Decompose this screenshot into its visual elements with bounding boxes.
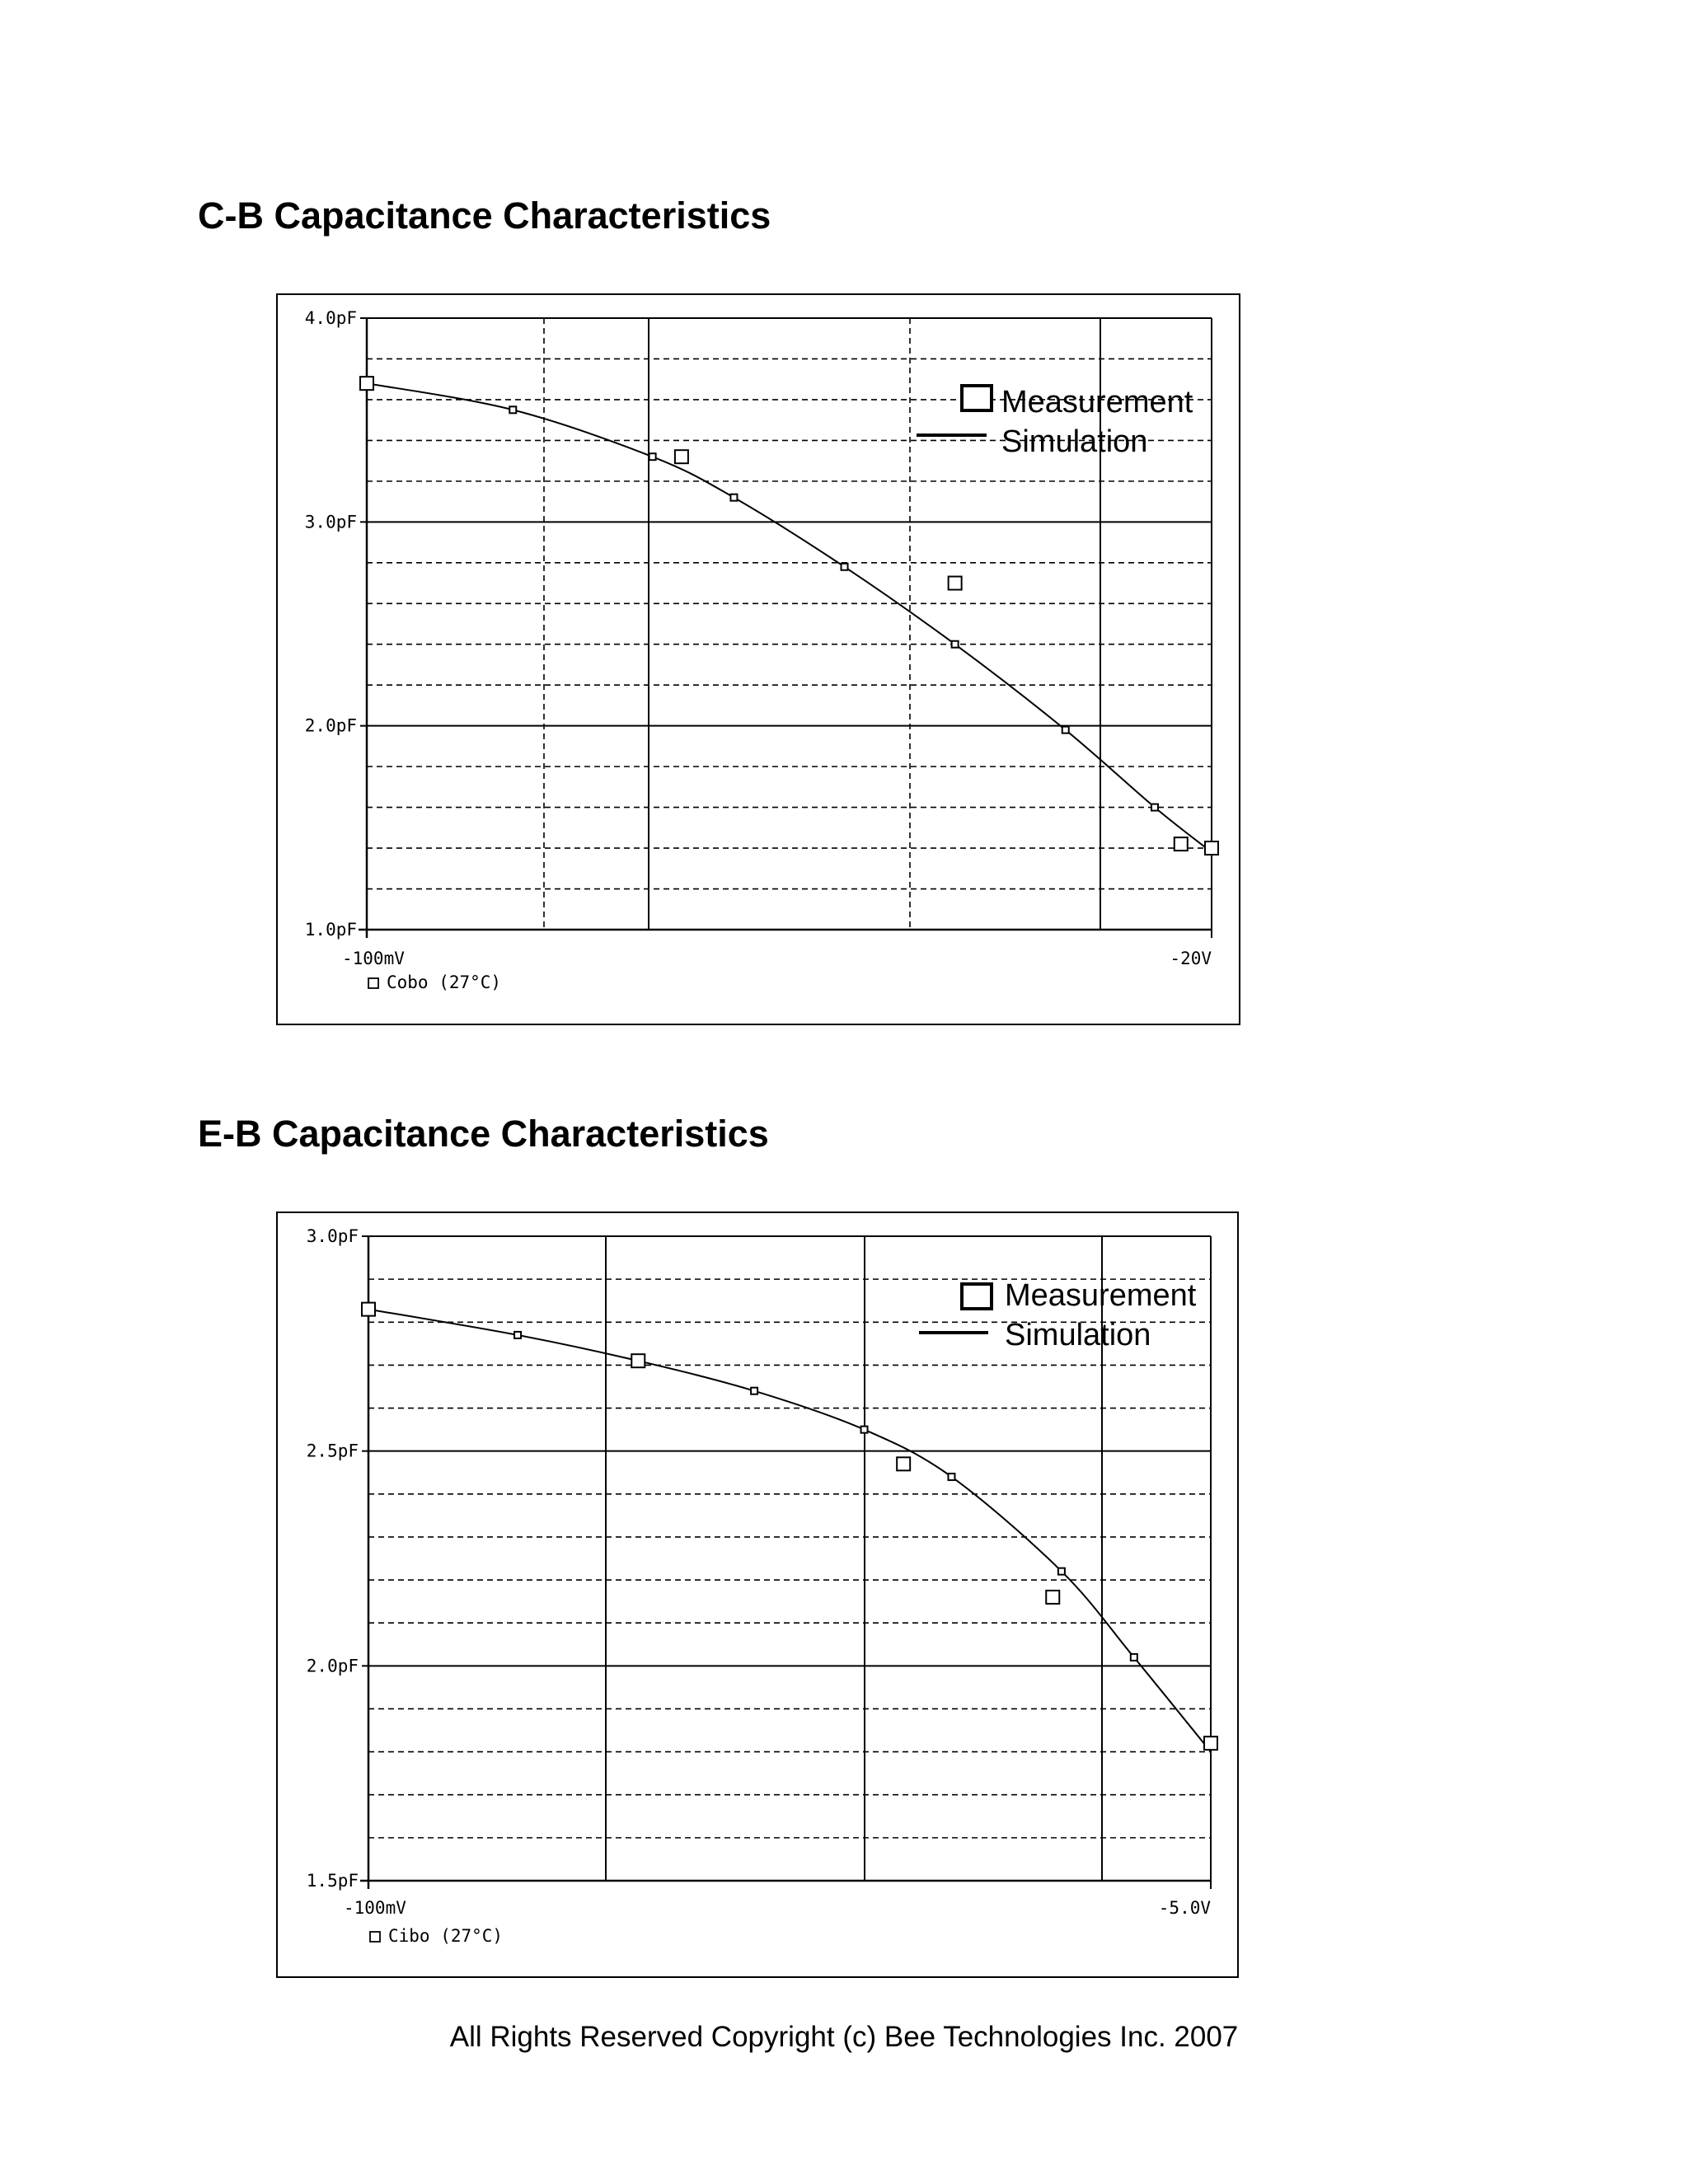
chart-2-plot [278, 1213, 1240, 1980]
simulation-point-marker [1151, 804, 1158, 811]
trace-marker-icon [370, 1932, 380, 1942]
trace-marker-icon [368, 978, 378, 988]
simulation-curve [368, 1310, 1211, 1752]
chart-2-title: E-B Capacitance Characteristics [198, 1113, 769, 1155]
y-tick-label: 3.0pF [304, 512, 357, 532]
measurement-point [897, 1457, 910, 1470]
simulation-point-marker [509, 406, 516, 413]
copyright-footer: All Rights Reserved Copyright (c) Bee Technologies Inc. 2007 [449, 2021, 1239, 2053]
measurement-point [1046, 1591, 1059, 1604]
legend-measurement-label: Measurement [1001, 385, 1193, 419]
simulation-point-marker [952, 641, 959, 648]
chart-1-plot [278, 295, 1242, 1027]
simulation-point-marker [649, 453, 656, 460]
y-tick-label: 1.0pF [304, 920, 357, 940]
y-tick-label: 3.0pF [306, 1226, 359, 1246]
measurement-point [675, 450, 688, 463]
chart-1-title: C-B Capacitance Characteristics [198, 194, 771, 237]
y-tick-label: 2.0pF [306, 1656, 359, 1676]
x-tick-label-start: -100mV [342, 949, 405, 968]
y-tick-label: 4.0pF [304, 308, 357, 328]
measurement-point [1175, 837, 1188, 851]
legend-measurement-symbol [962, 386, 992, 410]
legend-measurement-symbol [962, 1284, 992, 1309]
simulation-point-marker [1062, 727, 1069, 733]
x-tick-label-start: -100mV [344, 1898, 406, 1918]
legend-simulation-label: Simulation [1005, 1318, 1151, 1352]
measurement-point [949, 577, 962, 590]
simulation-point-marker [1131, 1654, 1137, 1661]
simulation-point-marker [861, 1427, 868, 1433]
chart-1-frame [276, 293, 1240, 1025]
simulation-point-marker [948, 1474, 954, 1480]
x-tick-label-end: -5.0V [1158, 1898, 1211, 1918]
measurement-point [362, 1303, 375, 1316]
measurement-point [360, 377, 373, 390]
legend-simulation-label: Simulation [1001, 424, 1148, 459]
simulation-point-marker [751, 1388, 757, 1394]
y-tick-label: 1.5pF [306, 1871, 359, 1891]
legend-measurement-label: Measurement [1005, 1278, 1197, 1313]
simulation-point-marker [514, 1332, 521, 1338]
simulation-point-marker [842, 564, 848, 570]
measurement-point [631, 1354, 645, 1367]
measurement-point [1204, 1736, 1217, 1750]
simulation-point-marker [1058, 1568, 1065, 1575]
trace-label: Cobo (27°C) [387, 972, 502, 992]
y-tick-label: 2.0pF [304, 715, 357, 736]
x-tick-label-end: -20V [1170, 949, 1212, 968]
y-tick-label: 2.5pF [306, 1441, 359, 1461]
simulation-point-marker [730, 494, 737, 501]
trace-label: Cibo (27°C) [388, 1926, 504, 1946]
measurement-point [1205, 841, 1218, 855]
chart-2-frame [276, 1212, 1239, 1978]
